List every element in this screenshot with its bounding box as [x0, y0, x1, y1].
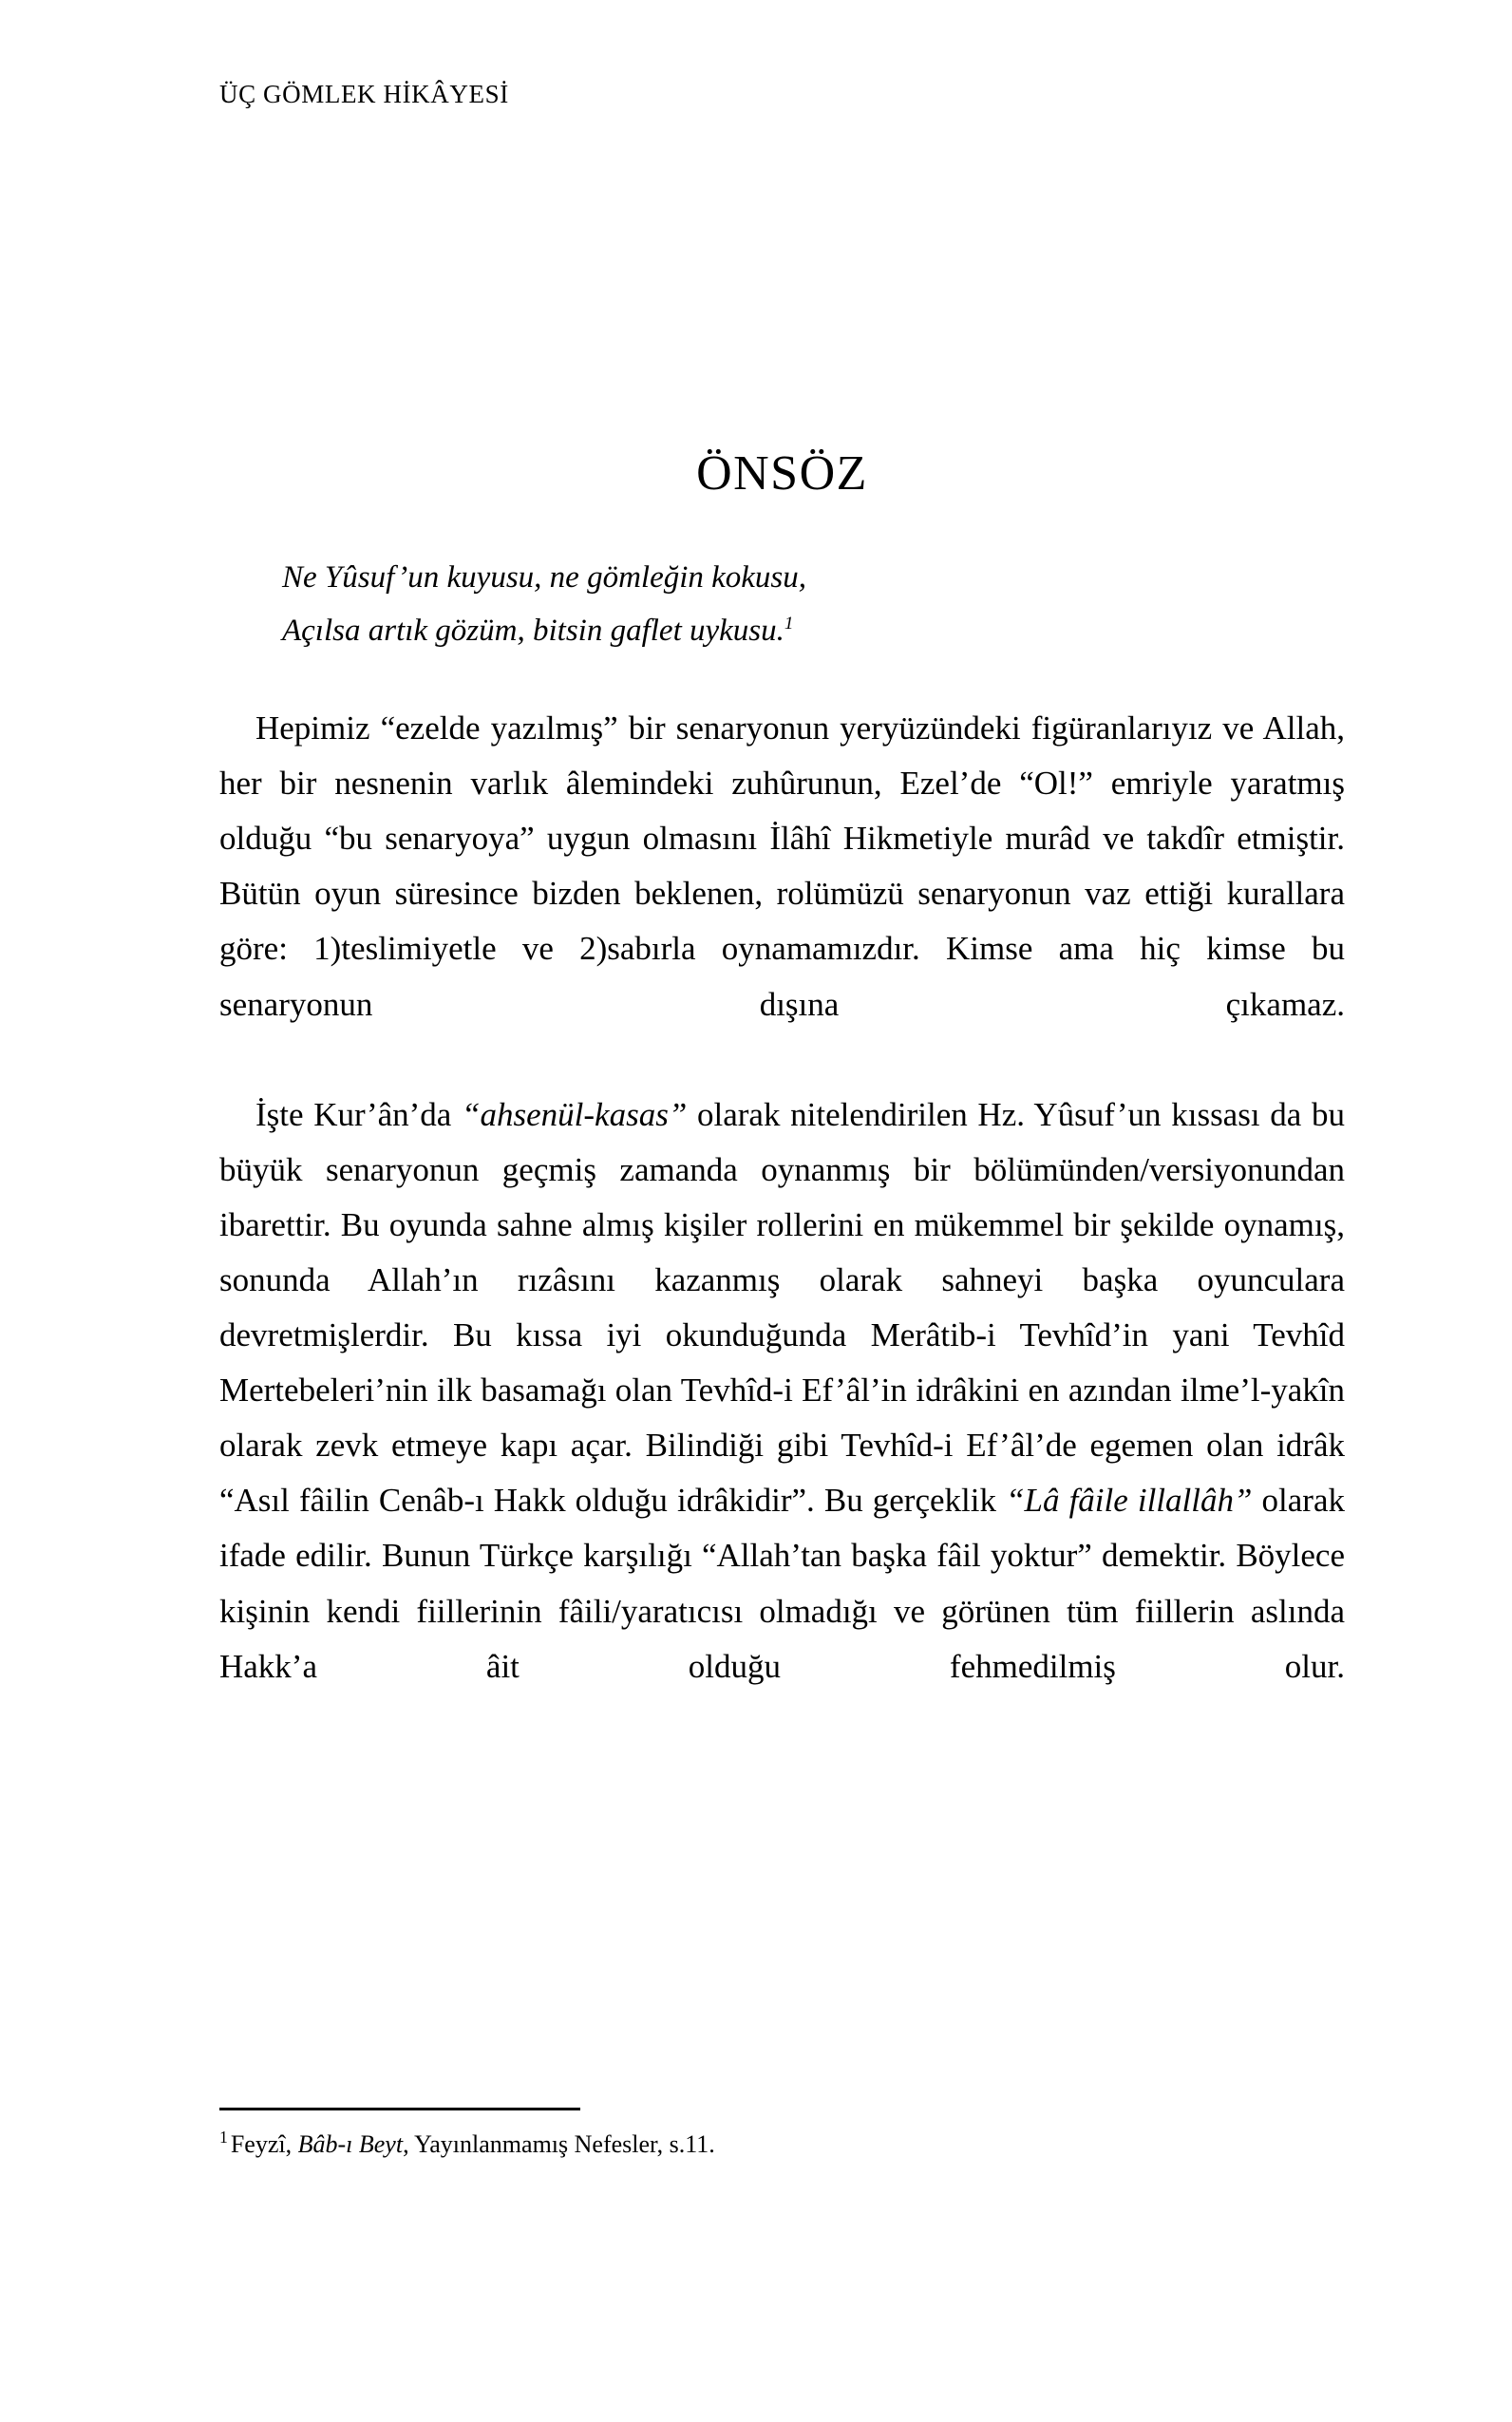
par2-seg-1: İşte Kur’ân’da [255, 1095, 463, 1133]
epigraph [219, 552, 1345, 657]
epigraph-line-1: Ne Yûsuf’un kuyusu, ne gömleğin kokusu, [282, 560, 807, 596]
footnote-title: Bâb-ı Beyt [297, 2130, 404, 2158]
paragraph-1: Hepimiz “ezelde yazılmış” bir senaryonun yeryüzündeki figüranlarıyız ve Allah, her bir nesnenin varlık âlemindeki zuhûrunun, Ezel’de “Ol!” emriyle yaratmış olduğu “bu senaryoya” uygun olmasını İlâhî Hikmetiyle murâd ve takdîr etmiştir. Bütün oyun süresince bizden beklenen, rolümüzü senaryonun vaz ettiği kurallara göre: 1)teslimiyetle ve 2)sabırla oynamamızdır. Kimse ama hiç kimse bu senaryonun dışına çıkamaz. [219, 710, 1345, 1023]
epigraph-line-2-text: Açılsa artık gözüm, bitsin gaflet uykusu. [282, 613, 784, 648]
page-content [219, 446, 1345, 1750]
footnote-separator-rule [219, 2108, 580, 2110]
par2-term-ahsenul-kasas: “ahsenül-kasas” [462, 1095, 688, 1133]
epigraph-footnote-marker[interactable]: 1 [784, 613, 794, 634]
footnote-rest: , Yayınlanmamış Nefesler, s.11. [403, 2130, 715, 2158]
footnote-marker: 1 [219, 2128, 228, 2148]
running-head: ÜÇ GÖMLEK HİKÂYESİ [219, 80, 509, 108]
paragraph-2 [219, 1088, 1345, 1750]
epigraph-line-2 [282, 605, 1345, 657]
footnote-1 [219, 2128, 1345, 2161]
par2-seg-2: olarak nitelendirilen Hz. Yûsuf’un kıssası da bu büyük senaryonun geçmiş zamanda oynanmış bir bölümünden/versiyonundan ibarettir. Bu oyunda sahne almış kişiler rollerini en mükemmel bir şekilde oynamış, sonunda Allah’ın rızâsını kazanmış olarak sahneyi başka oyunculara devretmişlerdir. Bu kıssa iyi okunduğunda Merâtib-i Tevhîd’in yani Tevhîd Mertebeleri’nin ilk basamağı olan Tevhîd-i Ef’âl’in idrâkini en azından ilme’l-yakîn olarak zevk etmeye kapı açar. Bilindiği gibi Tevhîd-i Ef’âl’de egemen olan idrâk “Asıl fâilin Cenâb-ı Hakk olduğu idrâkidir”. Bu gerçeklik [219, 1095, 1345, 1520]
page-title: ÖNSÖZ [696, 446, 868, 501]
footnote-author: Feyzî, [230, 2130, 298, 2158]
par2-term-la-faile-illallah: “Lâ fâile illallâh” [1006, 1482, 1253, 1520]
par2-seg-3: olarak ifade edilir. Bunun Türkçe karşılığı “Allah’tan başka fâil yoktur” demektir. Böylece kişinin kendi fiillerinin fâili/yaratıcısı olmadığı ve görünen tüm fiillerin aslında Hakk’a âit olduğu fehmedilmiş olur. [219, 1482, 1345, 1685]
footnote-area [219, 2108, 1345, 2161]
